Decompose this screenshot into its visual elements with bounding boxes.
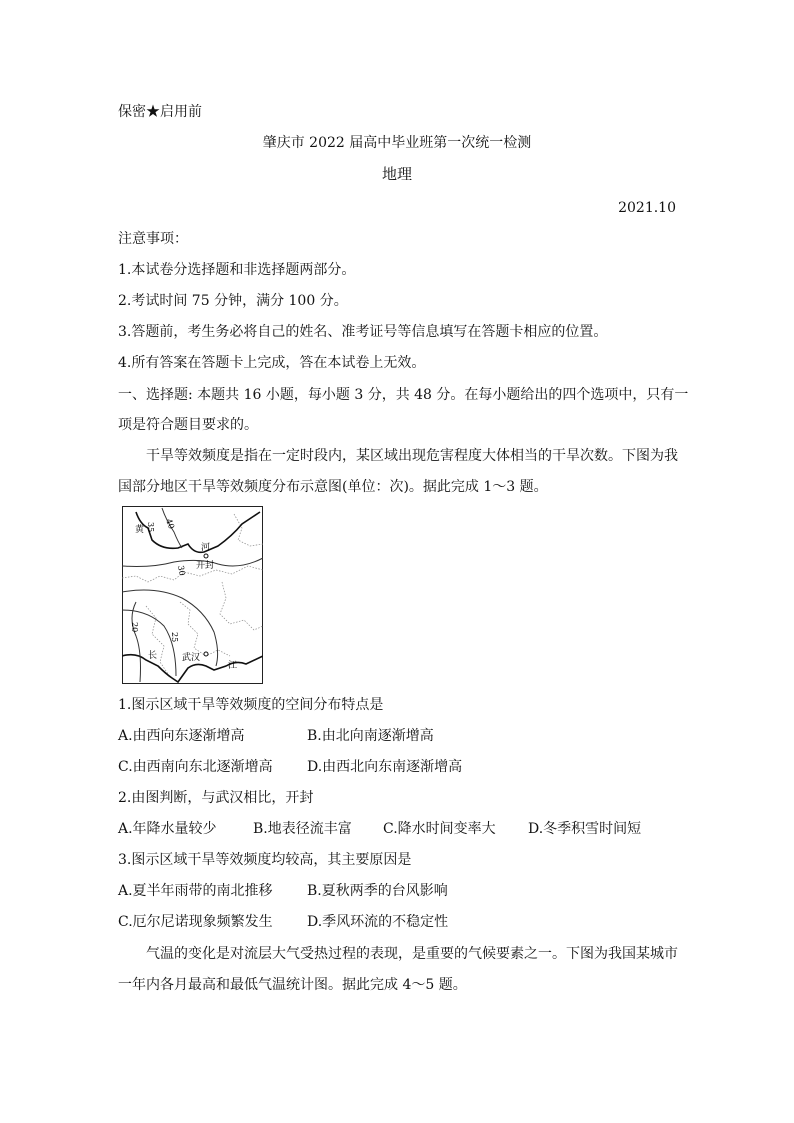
label-he: 河 (201, 543, 211, 553)
note-item: 3.答题前，考生务必将自己的姓名、准考证号等信息填写在答题卡相应的位置。 (118, 324, 608, 340)
passage1-line1: 干旱等效频度是指在一定时段内，某区域出现危害程度大体相当的干旱次数。下图为我 (146, 448, 678, 464)
option-b: B.地表径流丰富 (253, 821, 352, 837)
exam-title: 肇庆市 2022 届高中毕业班第一次统一检测 (262, 135, 532, 151)
section-intro-line2: 项是符合题目要求的。 (118, 417, 258, 433)
passage2-line2: 一年内各月最高和最低气温统计图。据此完成 4～5 题。 (118, 977, 467, 993)
label-jiang: 江 (228, 661, 238, 671)
contour-label: 35 (146, 522, 155, 533)
contour-label: 30 (176, 564, 187, 577)
option-a: A.由西向东逐渐增高 (118, 728, 245, 744)
section-intro-line1: 一、选择题: 本题共 16 小题，每小题 3 分，共 48 分。在每小题给出的四个选项中，只有一 (118, 387, 689, 403)
contour-label: 20 (130, 622, 139, 633)
option-a: A.年降水量较少 (118, 821, 217, 837)
label-kaifeng: 开封 (196, 561, 215, 571)
contour-label: 40 (164, 517, 177, 531)
note-item: 1.本试卷分选择题和非选择题两部分。 (118, 262, 356, 278)
drought-frequency-map (122, 506, 263, 684)
question-stem: 3.图示区域干旱等效频度均较高，其主要原因是 (118, 852, 412, 868)
option-d: D.冬季积雪时间短 (528, 821, 642, 837)
note-item: 2.考试时间 75 分钟，满分 100 分。 (118, 293, 348, 309)
passage2-line1: 气温的变化是对流层大气受热过程的表现，是重要的气候要素之一。下图为我国某城市 (146, 946, 678, 962)
option-c: C.降水时间变率大 (383, 821, 496, 837)
contour-label: 25 (170, 632, 179, 643)
question-stem: 2.由图判断，与武汉相比，开封 (118, 790, 314, 806)
label-wuhan: 武汉 (182, 653, 201, 663)
option-b: B.夏秋两季的台风影响 (307, 883, 448, 899)
label-huang: 黄 (135, 525, 145, 535)
option-c: C.厄尔尼诺现象频繁发生 (118, 914, 273, 930)
option-d: D.季风环流的不稳定性 (307, 914, 449, 930)
passage1-line2: 国部分地区干旱等效频度分布示意图(单位：次)。据此完成 1～3 题。 (118, 479, 548, 495)
option-d: D.由西北向东南逐渐增高 (307, 759, 463, 775)
subject-title: 地理 (381, 165, 412, 183)
confidential-mark: 保密★启用前 (118, 104, 202, 120)
option-c: C.由西南向东北逐渐增高 (118, 759, 273, 775)
label-chang: 长 (148, 651, 158, 661)
notes-heading: 注意事项： (118, 231, 188, 247)
note-item: 4.所有答案在答题卡上完成，答在本试卷上无效。 (118, 355, 426, 371)
option-a: A.夏半年雨带的南北推移 (118, 883, 273, 899)
exam-date: 2021.10 (618, 200, 676, 216)
question-stem: 1.图示区域干旱等效频度的空间分布特点是 (118, 697, 384, 713)
option-b: B.由北向南逐渐增高 (307, 728, 434, 744)
